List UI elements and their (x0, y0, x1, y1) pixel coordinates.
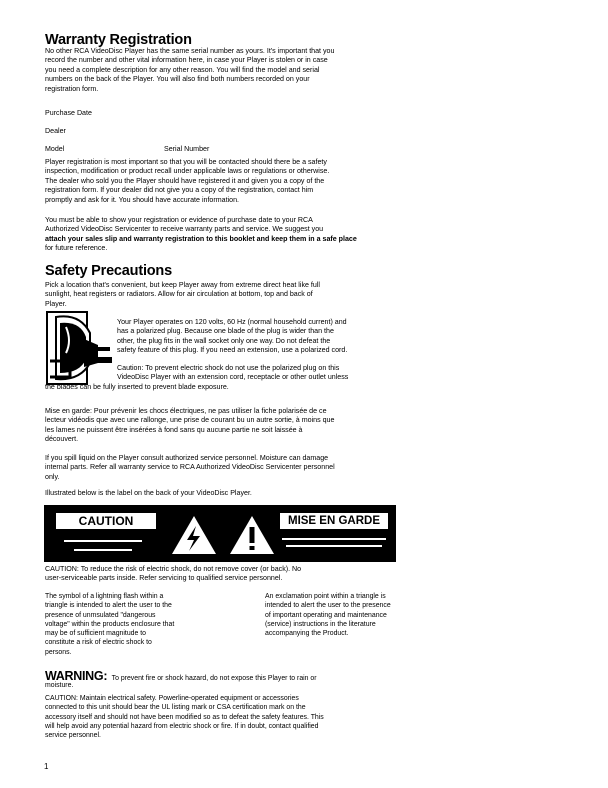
serial-number-label: Serial Number (164, 145, 210, 153)
extension-caution-tail: the blades can be fully inserted to prevent blade exposure. (45, 383, 229, 391)
exclamation-triangle-icon (228, 514, 276, 556)
caution-label-fr: MISE EN GARDE (280, 513, 388, 529)
page-number: 1 (44, 762, 49, 771)
electrical-safety-caution: CAUTION: Maintain electrical safety. Powerline-operated equipment or accessories connected to this unit should bear the UL listing mark or CSA certification mark on the accessory itself and should not have been modified so as to defeat the safety features. This will help avoid any potential hazard from electric shock or fire. If in doubt, contact qualified service personnel. (45, 695, 324, 740)
caution-note: CAUTION: To reduce the risk of electric shock, do not remove cover (or back). No user-serviceable parts inside. Refer servicing to qualified service personnel. (45, 565, 302, 583)
caution-label-en: CAUTION (56, 513, 156, 529)
polarized-plug-icon (46, 311, 112, 385)
warning-line (45, 667, 317, 685)
warning-label: WARNING: (45, 669, 108, 683)
model-label: Model (45, 145, 65, 153)
proof-paragraph: You must be able to show your registration or evidence of purchase date to your RCA Authorized VideoDisc Servicenter to receive warranty parts and service. We suggest you attach your sales slip and warranty registration to this booklet and keep them in a safe place for future reference. (45, 216, 357, 253)
warranty-intro: No other RCA VideoDisc Player has the same serial number as yours. It's important that you record the number and other vital information here, in case your Player is stolen or in case you need a complete description for any other reason. You will find the model and serial numbers on the back of the Player. You will also find both numbers recorded on your registration form. (45, 47, 335, 93)
lightning-triangle-icon (170, 514, 218, 556)
extension-caution: Caution: To prevent electric shock do not use the polarized plug on this VideoDisc Player with an extension cord, receptacle or other outlet unless (117, 364, 349, 382)
safety-heading: Safety Precautions (45, 263, 172, 279)
location-paragraph: Pick a location that's convenient, but keep Player away from extreme direct heat like full sunlight, heat registers or radiators. Allow for air circulation at bottom, top and back of Player. (45, 281, 320, 308)
polarized-plug-paragraph: Your Player operates on 120 volts, 60 Hz (normal household current) and has a polarized plug. Because one blade of the plug is wider than the other, the plug fits in the wall socket only one way. Do not defeat the safety feature of this plug. If you need an extension, use a polarized cord. (117, 318, 348, 355)
spill-paragraph: If you spill liquid on the Player consult authorized service personnel. Moisture can damage internal parts. Refer all warranty service to RCA Authorized VideoDisc Servicenter personnel only. (45, 454, 335, 481)
warning-text: To prevent fire or shock hazard, do not expose this Player to rain or (111, 675, 317, 682)
warning-text-cont: moisture. (45, 682, 74, 689)
purchase-date-label: Purchase Date (45, 109, 92, 117)
registration-paragraph: Player registration is most important so that you will be contacted should there be a safety inspection, modification or product recall under applicable laws or regulations or otherwise. The dealer who sold you the Player should have registered it and given you a copy of the registration form. If your dealer did not give you a copy of the registration, contact him promptly and ask for it. You should have accurate information. (45, 158, 330, 204)
exclamation-explanation: An exclamation point within a triangle is intended to alert the user to the presence of important operating and maintenance (service) instructions in the literature accompanying the Product. (265, 593, 391, 638)
lightning-explanation: The symbol of a lightning flash within a triangle is intended to alert the user to the presence of unmsulated "dangerous voltage" within the products enclosure that may be of sufficient magnitude to constitute a risk of electric shock to persons. (45, 593, 175, 656)
caution-label (44, 505, 396, 562)
french-caution: Mise en garde: Pour prévenir les chocs électriques, ne pas utiliser la fiche polarisée de ce lecteur vidéodis que avec une rallonge, une prise de courant bu un autre sortie, à moins que les lames ne puissent être insérées à fond sans qu aucune partie ne soit laissée à découvert. (45, 407, 335, 444)
dealer-label: Dealer (45, 127, 66, 135)
label-intro: Illustrated below is the label on the back of your VideoDisc Player. (45, 489, 252, 497)
warranty-heading: Warranty Registration (45, 32, 192, 48)
